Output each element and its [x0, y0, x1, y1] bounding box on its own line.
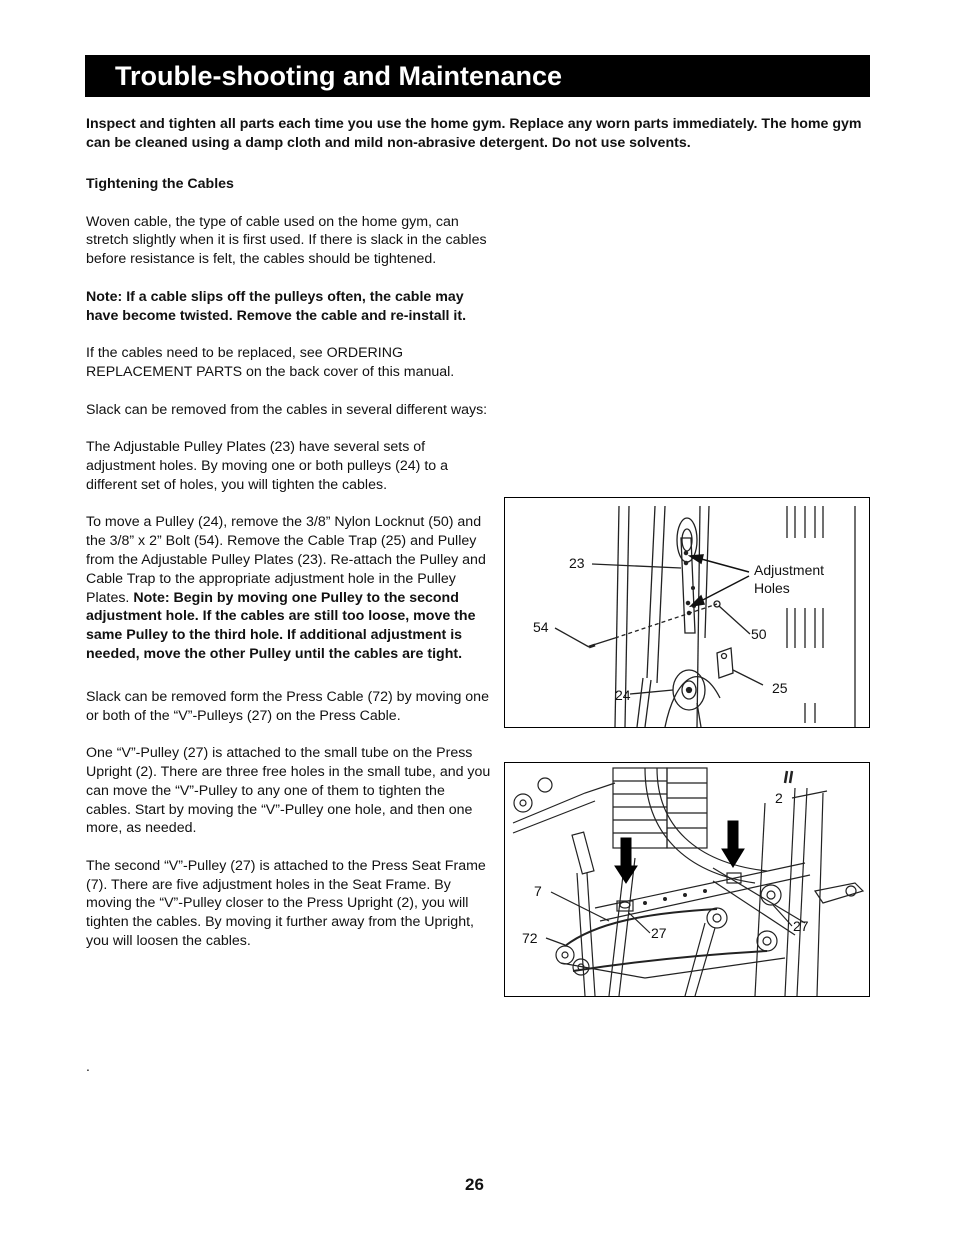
move-pulley-note: Note: Begin by moving one Pulley to the second adjustment hole. If the cables are still too loose, move the same Pulley to the third hole. If additional adjustment is needed, move the other Pulley until the cables are tight. — [86, 589, 476, 662]
move-pulley-text: To move a Pulley (24), remove the 3/8” Nylon Locknut (50) and the 3/8” x 2” Bolt (54). Remove the Cable Trap (25) and Pulley from the Adjustable Pulley Plates (23). Re-attach the Pulley and Cable Trap to the appropriate adjustment hole in the Pulley Plates. — [86, 514, 486, 606]
paragraph-v-pulley-seat: The second “V”-Pulley (27) is attached to the Press Seat Frame (7). There are five adjustment holes in the Seat Frame. By moving the “V”-Pulley closer to the Press Upright (2), you will tighten the cables. By moving it further away from the Upright, you will loosen the cables. — [86, 857, 486, 950]
figure-pulley-plates — [504, 497, 870, 728]
trailing-mark: . — [86, 1058, 90, 1074]
paragraph-ways: Slack can be removed from the cables in several different ways: — [86, 401, 488, 418]
callout-25: 25 — [772, 680, 788, 696]
intro-paragraph: Inspect and tighten all parts each time you use the home gym. Replace any worn parts immediately. The home gym can be cleaned using a damp cloth and mild non-abrasive detergent. Do not use solvents. — [86, 116, 862, 151]
press-cable-drawing — [505, 763, 869, 996]
callout-23: 23 — [569, 555, 585, 571]
page-title: Trouble-shooting and Maintenance — [115, 61, 563, 91]
section-banner — [85, 55, 870, 97]
pulley-plates-drawing — [505, 498, 869, 727]
paragraph-move-pulley — [86, 513, 492, 663]
note-twisted-cable: Note: If a cable slips off the pulleys often, the cable may have become twisted. Remove the cable and re-install it. — [86, 288, 467, 324]
paragraph-stretch: Woven cable, the type of cable used on the home gym, can stretch slightly when it is first used. If there is slack in the cables before resistance is felt, the cables should be tightened. — [86, 213, 487, 268]
figure-press-cable — [504, 762, 870, 997]
paragraph-v-pulley-upright: One “V”-Pulley (27) is attached to the small tube on the Press Upright (2). There are three free holes in the small tube, and you can move the “V”-Pulley to any one of them to tighten the cables. Start by moving the “V”-Pulley one hole, and then one more, as needed. — [86, 745, 491, 837]
callout-holes: Holes — [754, 580, 790, 596]
callout-50: 50 — [751, 626, 767, 642]
callout-72: 72 — [522, 930, 538, 946]
callout-24: 24 — [615, 687, 631, 703]
callout-2: 2 — [775, 790, 783, 806]
paragraph-replacement: If the cables need to be replaced, see ORDERING REPLACEMENT PARTS on the back cover of this manual. — [86, 345, 455, 380]
page-number: 26 — [465, 1175, 484, 1194]
paragraph-pulley-plates: The Adjustable Pulley Plates (23) have several sets of adjustment holes. By moving one or both pulleys (24) to a different set of holes, you will tighten the cables. — [86, 439, 448, 493]
text-column — [86, 175, 492, 970]
callout-7: 7 — [534, 883, 542, 899]
callout-27-seat: 27 — [651, 925, 667, 941]
callout-adjustment: Adjustment — [754, 562, 825, 578]
callout-54: 54 — [533, 619, 549, 635]
callout-27-upright: 27 — [793, 918, 809, 934]
paragraph-press-cable: Slack can be removed form the Press Cable (72) by moving one or both of the “V”-Pulleys (27) on the Press Cable. — [86, 688, 489, 724]
section-heading: Tightening the Cables — [86, 176, 234, 192]
